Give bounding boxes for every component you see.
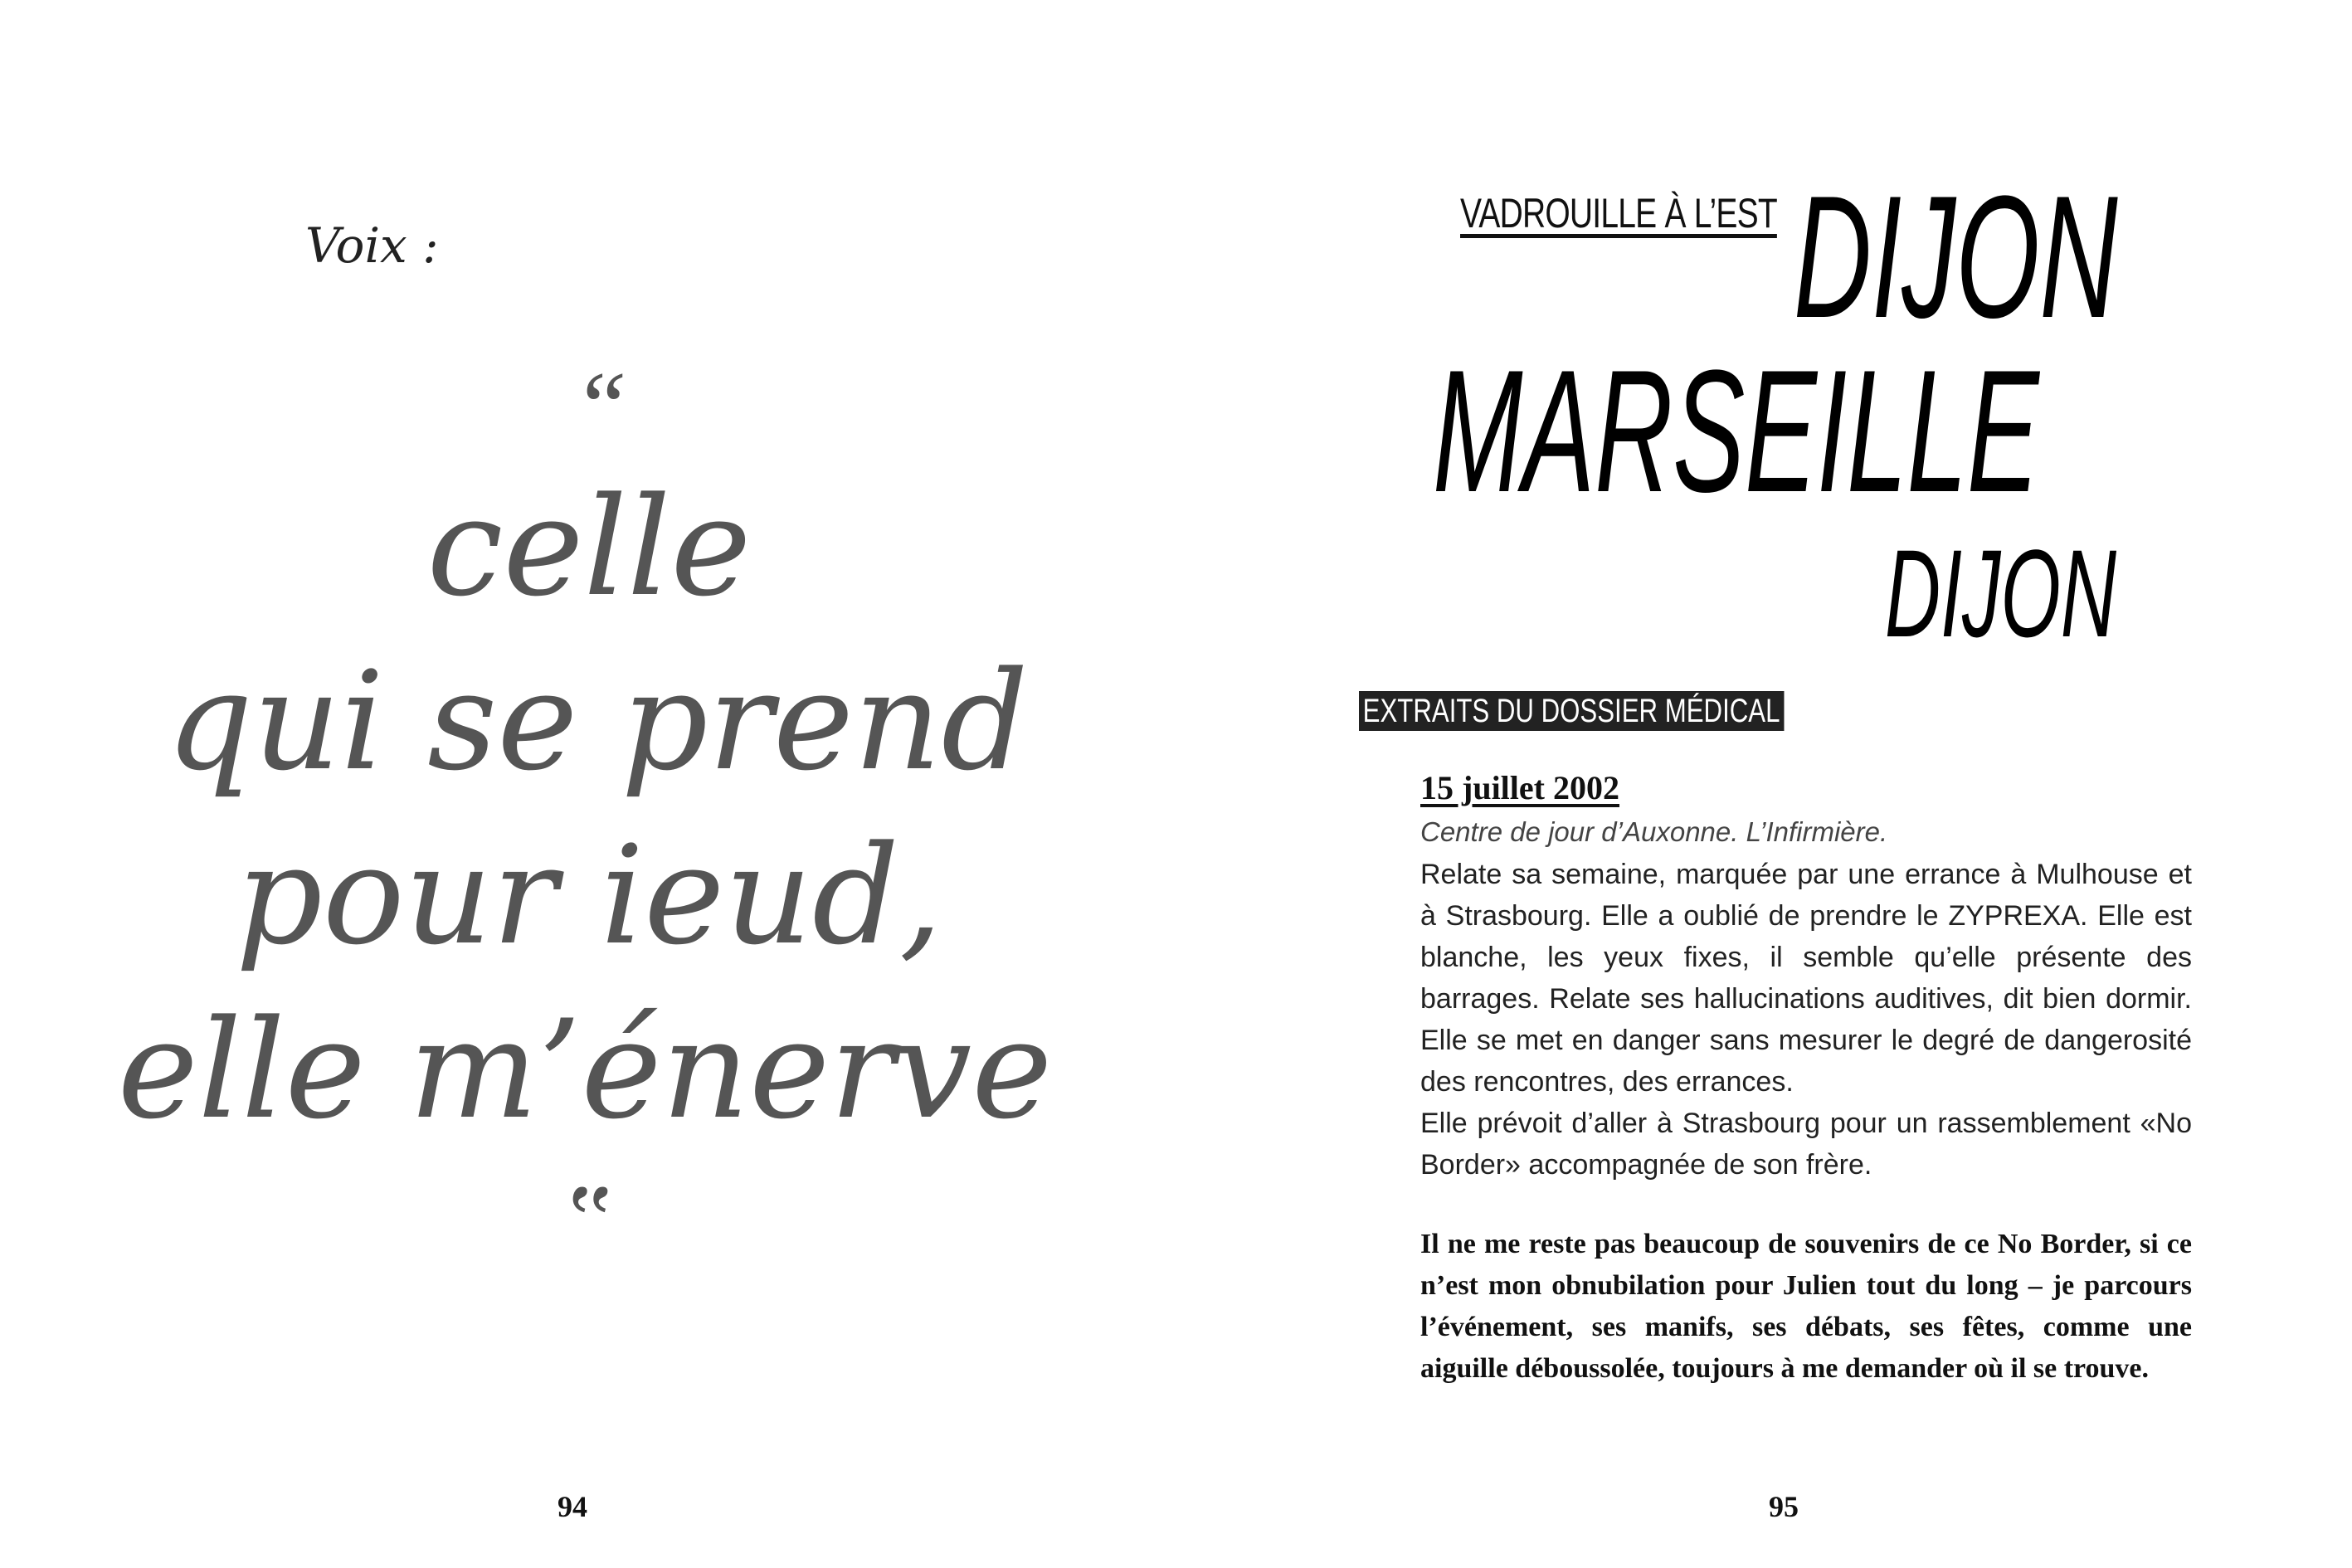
chapter-title-line: DIJON	[1794, 159, 2118, 354]
quote-line: qui se prend	[166, 642, 1029, 801]
quote-line: elle m’énerve	[117, 991, 1053, 1149]
entry-paragraph: Elle prévoit d’aller à Strasbourg pour un rassemblement «No Border» accompagnée de son frère.	[1420, 1108, 2192, 1181]
page-number-left: 94	[558, 1490, 587, 1523]
section-label: EXTRAITS DU DOSSIER MÉDICAL	[1359, 691, 1784, 731]
page-number-right: 95	[1769, 1490, 1799, 1523]
narrative-paragraph: Il ne me reste pas beaucoup de souvenirs de ce No Border, si ce n’est mon obnubilation pour Julien tout du long – je parcours l’événement, ses manifs, ses débats, ses fêtes, comme une aiguille déboussolée, toujours à me demander où il se trouve.	[1420, 1229, 2192, 1384]
chapter-title-line: DIJON	[1885, 523, 2116, 663]
chapter-title-line: MARSEILLE	[1433, 334, 2039, 528]
medical-record-entry	[1420, 767, 2192, 1186]
pull-quote	[100, 460, 1079, 1157]
voix-label: Voix :	[305, 217, 439, 274]
entry-body	[1420, 854, 2192, 1186]
entry-paragraph: Relate sa semaine, marquée par une errance à Mulhouse et à Strasbourg. Elle a oublié de prendre le ZYPREXA. Elle est blanche, les yeux fixes, il semble qu’elle présente des barrages. Relate ses hallucinations auditives, dit bien dormir. Elle se met en danger sans mesurer le degré de dangerosité des rencontres, des errances.	[1420, 859, 2192, 1098]
entry-place: Centre de jour d’Auxonne. L’Infirmière.	[1420, 816, 1888, 847]
entry-date: 15 juillet 2002	[1420, 769, 1619, 806]
quote-line: pour ieud,	[235, 816, 943, 975]
chapter-kicker: VADROUILLE À L’EST	[1460, 190, 1777, 236]
quote-line: celle	[426, 468, 752, 626]
closing-quote-mark: ‟	[558, 1164, 613, 1274]
right-page	[1176, 0, 2352, 1568]
opening-quote-mark: “	[572, 351, 628, 461]
